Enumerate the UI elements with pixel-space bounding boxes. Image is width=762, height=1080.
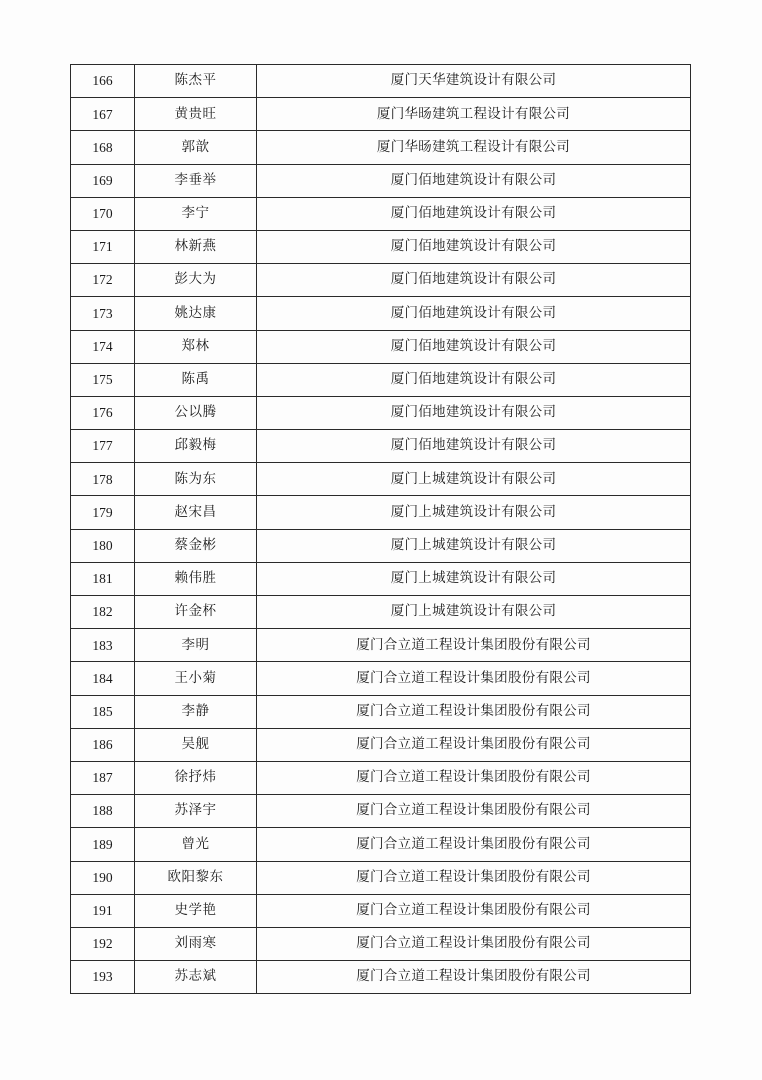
person-name-cell: 李宁 [135,197,257,230]
company-name-cell: 厦门佰地建筑设计有限公司 [257,330,691,363]
person-name-cell: 姚达康 [135,297,257,330]
company-name-cell: 厦门合立道工程设计集团股份有限公司 [257,761,691,794]
person-name-cell: 李静 [135,695,257,728]
company-name-cell: 厦门上城建筑设计有限公司 [257,463,691,496]
row-number-cell: 166 [71,65,135,98]
table-row [71,562,691,595]
table-row [71,396,691,429]
person-name-cell: 李垂举 [135,164,257,197]
table-row [71,363,691,396]
company-name-cell: 厦门上城建筑设计有限公司 [257,496,691,529]
row-number-cell: 169 [71,164,135,197]
table-row [71,828,691,861]
company-name-cell: 厦门合立道工程设计集团股份有限公司 [257,728,691,761]
table-row [71,596,691,629]
table-row [71,662,691,695]
table-row [71,264,691,297]
company-name-cell: 厦门佰地建筑设计有限公司 [257,396,691,429]
row-number-cell: 190 [71,861,135,894]
person-name-cell: 李明 [135,629,257,662]
company-name-cell: 厦门佰地建筑设计有限公司 [257,264,691,297]
company-name-cell: 厦门天华建筑设计有限公司 [257,65,691,98]
row-number-cell: 181 [71,562,135,595]
company-name-cell: 厦门合立道工程设计集团股份有限公司 [257,961,691,994]
company-name-cell: 厦门合立道工程设计集团股份有限公司 [257,795,691,828]
table-row [71,197,691,230]
table-row [71,728,691,761]
company-name-cell: 厦门合立道工程设计集团股份有限公司 [257,861,691,894]
person-name-cell: 史学艳 [135,894,257,927]
row-number-cell: 188 [71,795,135,828]
person-name-cell: 郑林 [135,330,257,363]
row-number-cell: 168 [71,131,135,164]
table-row [71,529,691,562]
person-name-cell: 邱毅梅 [135,430,257,463]
table-row [71,861,691,894]
company-name-cell: 厦门合立道工程设计集团股份有限公司 [257,695,691,728]
row-number-cell: 185 [71,695,135,728]
row-number-cell: 186 [71,728,135,761]
person-name-cell: 曾光 [135,828,257,861]
company-name-cell: 厦门佰地建筑设计有限公司 [257,297,691,330]
person-name-cell: 公以腾 [135,396,257,429]
table-row [71,795,691,828]
row-number-cell: 178 [71,463,135,496]
person-name-cell: 林新燕 [135,230,257,263]
person-name-cell: 刘雨寒 [135,927,257,960]
row-number-cell: 173 [71,297,135,330]
roster-table-body [71,65,691,994]
table-row [71,65,691,98]
row-number-cell: 180 [71,529,135,562]
person-name-cell: 苏志斌 [135,961,257,994]
company-name-cell: 厦门华旸建筑工程设计有限公司 [257,131,691,164]
table-row [71,330,691,363]
company-name-cell: 厦门上城建筑设计有限公司 [257,562,691,595]
row-number-cell: 193 [71,961,135,994]
table-row [71,761,691,794]
table-row [71,496,691,529]
company-name-cell: 厦门佰地建筑设计有限公司 [257,230,691,263]
table-row [71,961,691,994]
row-number-cell: 170 [71,197,135,230]
table-row [71,98,691,131]
table-row [71,695,691,728]
company-name-cell: 厦门上城建筑设计有限公司 [257,529,691,562]
company-name-cell: 厦门合立道工程设计集团股份有限公司 [257,927,691,960]
person-name-cell: 陈为东 [135,463,257,496]
table-row [71,164,691,197]
company-name-cell: 厦门佰地建筑设计有限公司 [257,363,691,396]
row-number-cell: 176 [71,396,135,429]
person-name-cell: 郭歆 [135,131,257,164]
row-number-cell: 174 [71,330,135,363]
row-number-cell: 175 [71,363,135,396]
table-row [71,894,691,927]
company-name-cell: 厦门合立道工程设计集团股份有限公司 [257,629,691,662]
row-number-cell: 167 [71,98,135,131]
company-name-cell: 厦门佰地建筑设计有限公司 [257,164,691,197]
person-name-cell: 彭大为 [135,264,257,297]
company-name-cell: 厦门佰地建筑设计有限公司 [257,197,691,230]
company-name-cell: 厦门合立道工程设计集团股份有限公司 [257,828,691,861]
row-number-cell: 183 [71,629,135,662]
table-row [71,131,691,164]
company-name-cell: 厦门华旸建筑工程设计有限公司 [257,98,691,131]
table-row [71,927,691,960]
row-number-cell: 191 [71,894,135,927]
table-row [71,463,691,496]
person-name-cell: 蔡金彬 [135,529,257,562]
row-number-cell: 172 [71,264,135,297]
person-name-cell: 王小菊 [135,662,257,695]
row-number-cell: 171 [71,230,135,263]
row-number-cell: 184 [71,662,135,695]
company-name-cell: 厦门上城建筑设计有限公司 [257,596,691,629]
person-name-cell: 陈禹 [135,363,257,396]
row-number-cell: 187 [71,761,135,794]
person-name-cell: 赖伟胜 [135,562,257,595]
row-number-cell: 192 [71,927,135,960]
table-row [71,629,691,662]
row-number-cell: 179 [71,496,135,529]
table-row [71,297,691,330]
table-row [71,230,691,263]
roster-table [70,64,691,994]
person-name-cell: 赵宋昌 [135,496,257,529]
person-name-cell: 欧阳黎东 [135,861,257,894]
table-row [71,430,691,463]
person-name-cell: 徐抒炜 [135,761,257,794]
person-name-cell: 陈杰平 [135,65,257,98]
row-number-cell: 177 [71,430,135,463]
person-name-cell: 苏泽宇 [135,795,257,828]
company-name-cell: 厦门合立道工程设计集团股份有限公司 [257,662,691,695]
person-name-cell: 吴舰 [135,728,257,761]
person-name-cell: 黄贵旺 [135,98,257,131]
row-number-cell: 182 [71,596,135,629]
company-name-cell: 厦门佰地建筑设计有限公司 [257,430,691,463]
company-name-cell: 厦门合立道工程设计集团股份有限公司 [257,894,691,927]
row-number-cell: 189 [71,828,135,861]
person-name-cell: 许金杯 [135,596,257,629]
